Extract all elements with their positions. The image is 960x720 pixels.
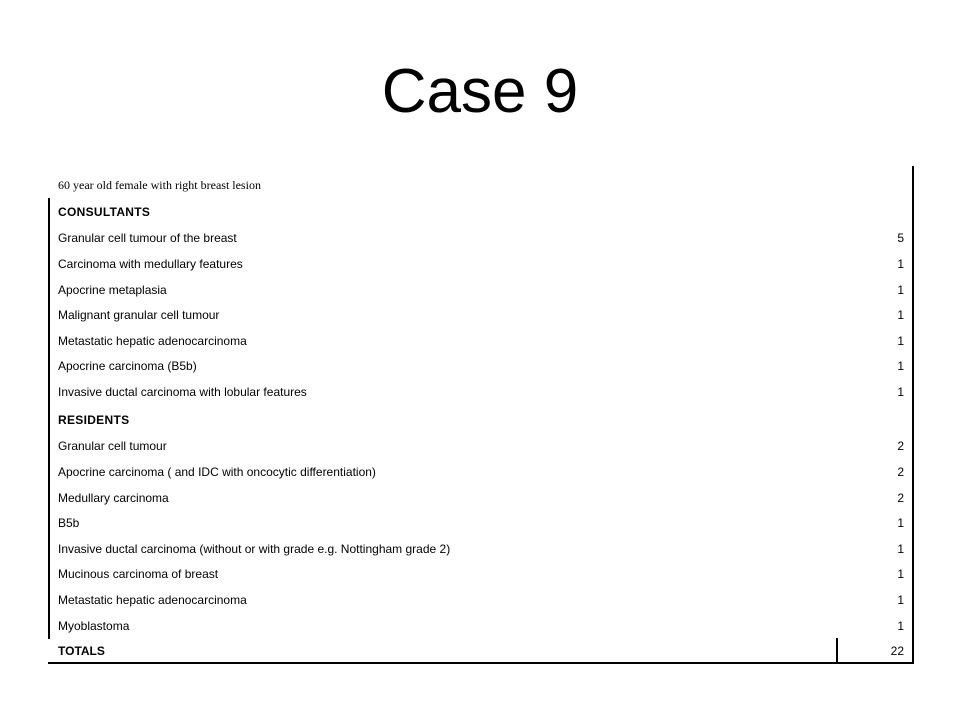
consultants-heading: CONSULTANTS bbox=[58, 205, 151, 219]
table-row bbox=[58, 353, 904, 379]
diagnosis-label: Granular cell tumour bbox=[58, 439, 167, 453]
table-row bbox=[58, 433, 904, 459]
residents-heading: RESIDENTS bbox=[58, 413, 130, 427]
diagnosis-label: Myoblastoma bbox=[58, 619, 130, 633]
totals-row bbox=[58, 638, 904, 664]
table-row bbox=[58, 328, 904, 354]
diagnosis-count: 2 bbox=[897, 439, 904, 453]
table-row bbox=[58, 536, 904, 562]
diagnosis-count: 1 bbox=[897, 516, 904, 530]
table-border-left bbox=[48, 198, 50, 639]
table-intro-row bbox=[58, 172, 904, 198]
table-row bbox=[58, 587, 904, 613]
slide-title: Case 9 bbox=[381, 57, 579, 126]
diagnosis-label: Metastatic hepatic adenocarcinoma bbox=[58, 593, 247, 607]
case-description: 60 year old female with right breast lesion bbox=[58, 177, 261, 192]
diagnosis-label: Apocrine metaplasia bbox=[58, 283, 167, 297]
diagnosis-label: Apocrine carcinoma ( and IDC with oncocytic differentiation) bbox=[58, 465, 376, 479]
diagnosis-label: B5b bbox=[58, 516, 80, 530]
diagnosis-label: Metastatic hepatic adenocarcinoma bbox=[58, 334, 247, 348]
diagnosis-count: 1 bbox=[897, 385, 904, 399]
diagnosis-label: Apocrine carcinoma (B5b) bbox=[58, 359, 197, 373]
diagnosis-count: 1 bbox=[897, 567, 904, 581]
diagnosis-label: Carcinoma with medullary features bbox=[58, 257, 243, 271]
diagnosis-count: 1 bbox=[897, 542, 904, 556]
diagnosis-label: Medullary carcinoma bbox=[58, 491, 169, 505]
diagnosis-label: Malignant granular cell tumour bbox=[58, 308, 220, 322]
diagnosis-label: Invasive ductal carcinoma (without or with grade e.g. Nottingham grade 2) bbox=[58, 542, 451, 556]
table-row bbox=[58, 561, 904, 587]
totals-value: 22 bbox=[890, 644, 904, 658]
totals-label: TOTALS bbox=[58, 644, 105, 658]
table-row bbox=[58, 302, 904, 328]
results-table bbox=[48, 166, 914, 664]
table-row bbox=[58, 459, 904, 485]
diagnosis-label: Granular cell tumour of the breast bbox=[58, 231, 237, 245]
table-row bbox=[58, 510, 904, 536]
diagnosis-count: 2 bbox=[897, 491, 904, 505]
table-border-right bbox=[912, 166, 914, 664]
diagnosis-count: 1 bbox=[897, 257, 904, 271]
diagnosis-count: 5 bbox=[897, 231, 904, 245]
diagnosis-count: 1 bbox=[897, 359, 904, 373]
diagnosis-label: Invasive ductal carcinoma with lobular features bbox=[58, 385, 307, 399]
table-row bbox=[58, 277, 904, 303]
diagnosis-count: 1 bbox=[897, 308, 904, 322]
diagnosis-count: 1 bbox=[897, 334, 904, 348]
diagnosis-count: 2 bbox=[897, 465, 904, 479]
diagnosis-count: 1 bbox=[897, 619, 904, 633]
table-row bbox=[58, 251, 904, 277]
residents-header-row bbox=[58, 407, 904, 433]
table-row bbox=[58, 225, 904, 251]
table-row bbox=[58, 613, 904, 639]
diagnosis-label: Mucinous carcinoma of breast bbox=[58, 567, 219, 581]
consultants-header-row bbox=[58, 199, 904, 225]
diagnosis-count: 1 bbox=[897, 593, 904, 607]
table-row bbox=[58, 485, 904, 511]
diagnosis-count: 1 bbox=[897, 283, 904, 297]
table-row bbox=[58, 379, 904, 405]
